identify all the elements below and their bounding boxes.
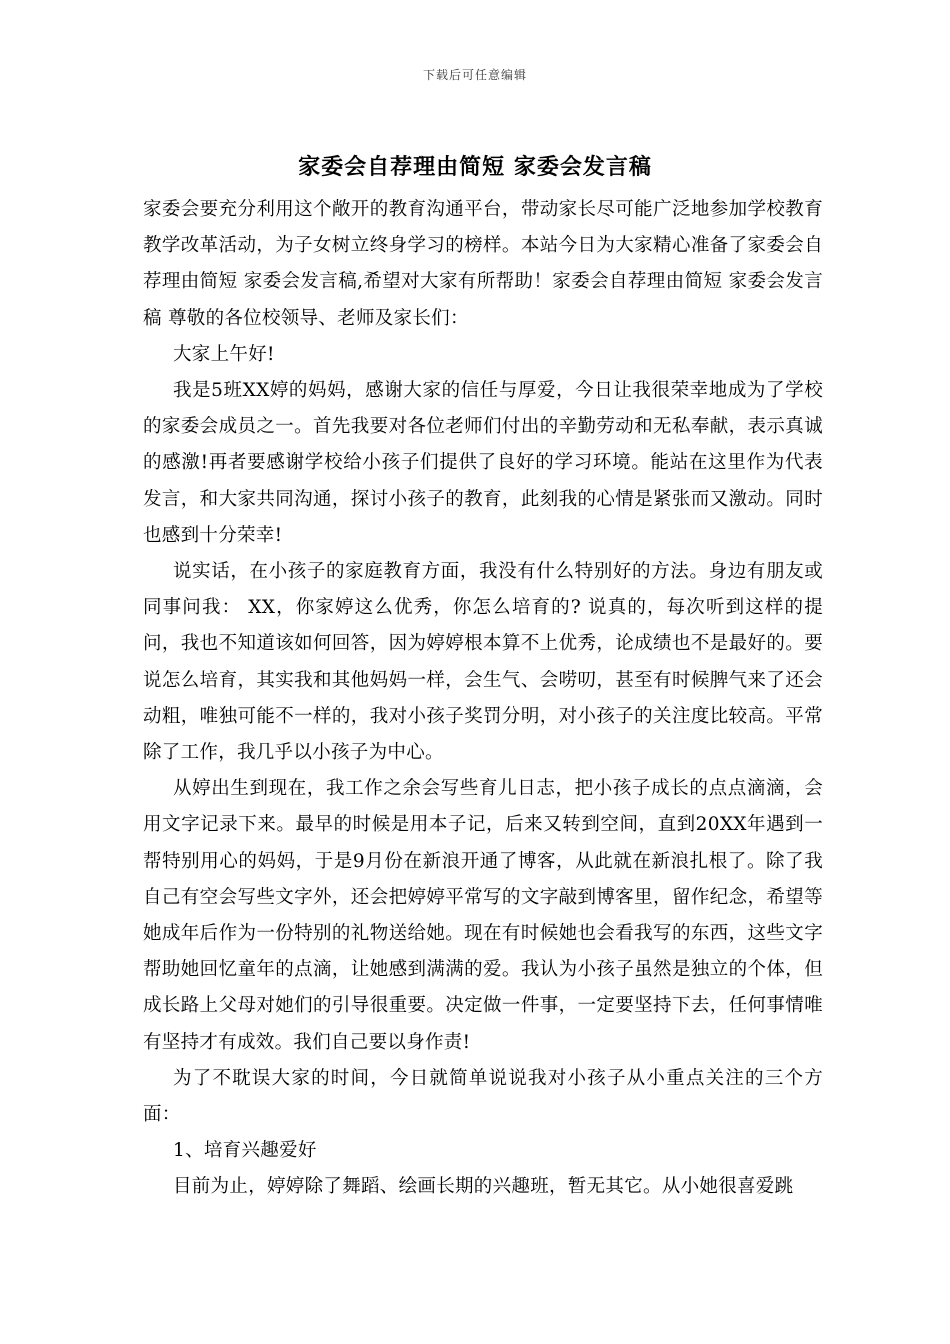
document-title: 家委会自荐理由简短 家委会发言稿 — [298, 154, 652, 180]
paragraph-intro: 家委会要充分利用这个敞开的教育沟通平台，带动家长尽可能广泛地参加学校教育教学改革活动，为子女树立终身学习的榜样。本站今日为大家精心准备了家委会自荐理由简短 家委会发言稿,希望对大家有所帮助！家委会自荐理由简短 家委会发言稿 尊敬的各位校领导、老师及家长们： — [143, 199, 823, 329]
paragraph-journal: 从婷出生到现在，我工作之余会写些育儿日志，把小孩子成长的点点滴滴，会用文字记录下来。最早的时候是用本子记，后来又转到空间，直到20XX年遇到一帮特别用心的妈妈，于是9月份在新浪开通了博客，从此就在新浪扎根了。除了我自己有空会写些文字外，还会把婷婷平常写的文字敲到博客里，留作纪念，希望等她成年后作为一份特别的礼物送给她。现在有时候她也会看我写的东西，这些文字帮助她回忆童年的点滴，让她感到满满的爱。我认为小孩子虽然是独立的个体，但成长路上父母对她们的引导很重要。决定做一件事，一定要坚持下去，任何事情唯有坚持才有成效。我们自己要以身作责! — [143, 778, 823, 1053]
paragraph-interests: 目前为止，婷婷除了舞蹈、绘画长期的兴趣班，暂无其它。从小她很喜爱跳 — [173, 1176, 794, 1198]
document-body — [143, 192, 823, 1206]
section-heading-interests: 1、培育兴趣爱好 — [173, 1140, 317, 1162]
paragraph-introduction: 我是5班XX婷的妈妈，感谢大家的信任与厚爱，今日让我很荣幸地成为了学校的家委会成员之一。首先我要对各位老师们付出的辛勤劳动和无私奉献，表示真诚的感激!再者要感谢学校给小孩子们提供了良好的学习环境。能站在这里作为代表发言，和大家共同沟通，探讨小孩子的教育，此刻我的心情是紧张而又激动。同时也感到十分荣幸! — [143, 380, 823, 546]
paragraph-three-aspects: 为了不耽误大家的时间，今日就简单说说我对小孩子从小重点关注的三个方面： — [143, 1067, 823, 1126]
header-note: 下载后可任意编辑 — [422, 68, 527, 82]
paragraph-honesty: 说实话，在小孩子的家庭教育方面，我没有什么特别好的方法。身边有朋友或同事问我： XX，你家婷这么优秀，你怎么培育的? 说真的，每次听到这样的提问，我也不知道该如何回答，因为婷婷根本算不上优秀，论成绩也不是最好的。要说怎么培育，其实我和其他妈妈一样，会生气、会唠叨，甚至有时候脾气来了还会动粗，唯独可能不一样的，我对小孩子奖罚分明，对小孩子的关注度比较高。平常除了工作，我几乎以小孩子为中心。 — [143, 561, 823, 764]
paragraph-greeting: 大家上午好! — [173, 343, 275, 365]
